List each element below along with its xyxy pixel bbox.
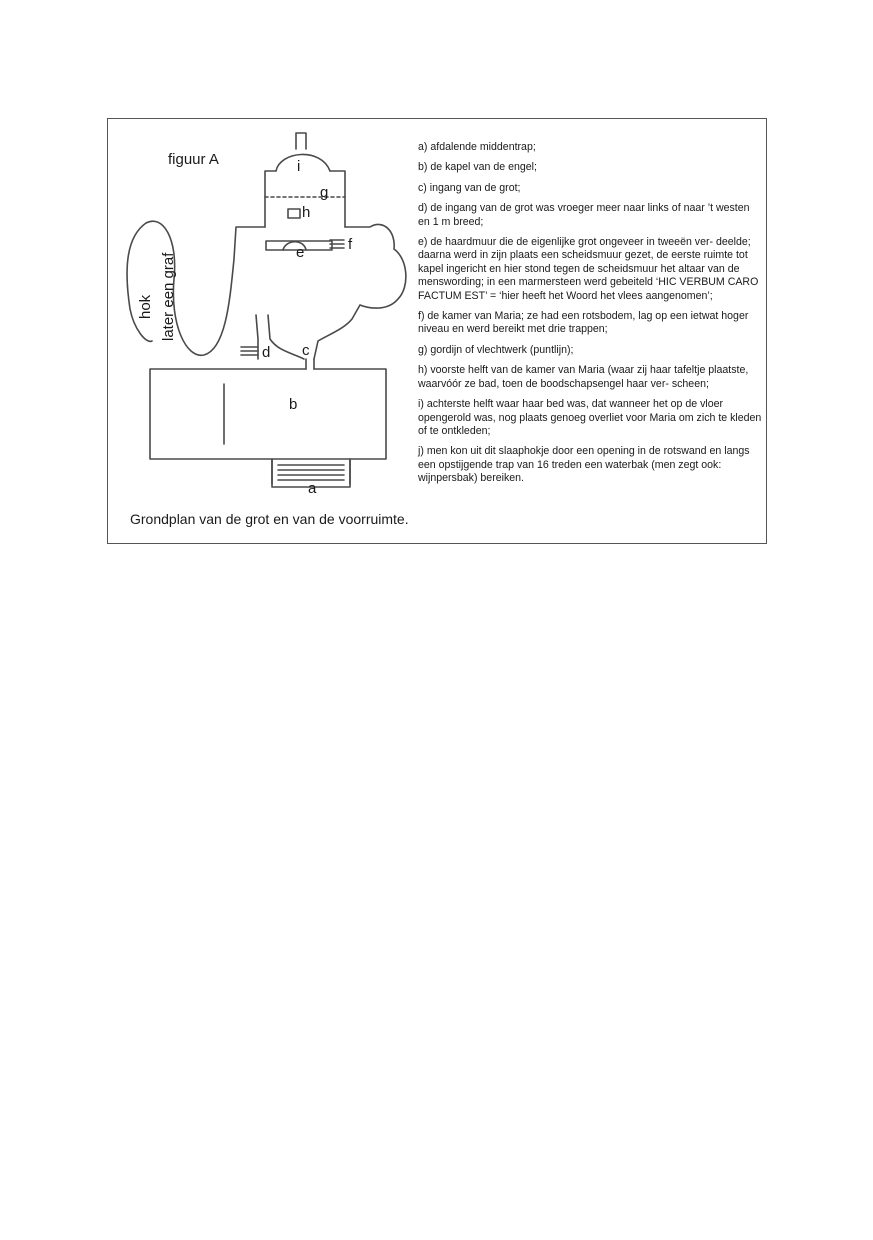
label-e: e bbox=[296, 244, 305, 261]
grotto-outline bbox=[127, 221, 265, 355]
side-label-grave: later een graf bbox=[160, 252, 177, 341]
legend-item: h) voorste helft van de kamer van Maria (waar zij haar tafeltje plaatste, waarvóór ze bad, toen de boodschapsengel haar ver- scheen; bbox=[418, 364, 749, 390]
figure-frame bbox=[107, 118, 767, 544]
figure-caption: Grondplan van de grot en van de voorruimte. bbox=[130, 511, 409, 527]
bed-chamber-outline bbox=[276, 154, 330, 171]
legend-item: f) de kamer van Maria; ze had een rotsbodem, lag op een ietwat hoger niveau en werd bereikt met drie trappen; bbox=[418, 310, 749, 336]
legend-item: j) men kon uit dit slaaphokje door een opening in de rotswand en langs een opstijgende trap van 16 treden een waterbak (men zegt ook: wijnpersbak) bereiken. bbox=[418, 445, 750, 485]
table-mark bbox=[288, 209, 300, 218]
figure-title: figuur A bbox=[168, 151, 219, 168]
label-f: f bbox=[348, 236, 353, 253]
label-g: g bbox=[320, 184, 329, 201]
label-i: i bbox=[297, 158, 301, 175]
legend-item: b) de kapel van de engel; bbox=[418, 161, 537, 174]
label-a: a bbox=[308, 480, 317, 497]
legend-item: i) achterste helft waar haar bed was, dat wanneer het op de vloer opengerold was, nog plaats genoeg overliet voor Maria om zich te kleden of te ontkleden; bbox=[418, 398, 762, 437]
grotto-right-outline bbox=[314, 224, 406, 359]
legend-list bbox=[418, 141, 762, 493]
label-b: b bbox=[289, 396, 298, 413]
legend-item: c) ingang van de grot; bbox=[418, 181, 521, 194]
label-c: c bbox=[302, 342, 310, 359]
label-h: h bbox=[302, 204, 311, 221]
upper-passage-outline bbox=[296, 133, 306, 149]
legend-item: a) afdalende middentrap; bbox=[418, 141, 536, 153]
legend-item: g) gordijn of vlechtwerk (puntlijn); bbox=[418, 343, 574, 356]
grotto-entrance bbox=[306, 359, 314, 369]
floor-plan-drawing bbox=[108, 119, 418, 543]
legend-item: d) de ingang van de grot was vroeger meer naar links of naar ’t westen en 1 m breed; bbox=[418, 202, 750, 228]
floor-plan bbox=[108, 119, 418, 543]
legend-item: e) de haardmuur die de eigenlijke grot ongeveer in tweeën ver- deelde; daarna werd in zijn plaats een scheidsmuur gezet, de eerste ruimte tot kapel ingericht en hier stond tegen de scheidsmuur het altaar van de menswording; in een marmersteen werd gebeiteld ‘HIC VERBUM CARO FACTUM EST’ = ‘hier heeft het Woord het vlees aangenomen’; bbox=[418, 236, 759, 302]
label-d: d bbox=[262, 344, 271, 361]
side-label-hok: hok bbox=[137, 294, 154, 319]
